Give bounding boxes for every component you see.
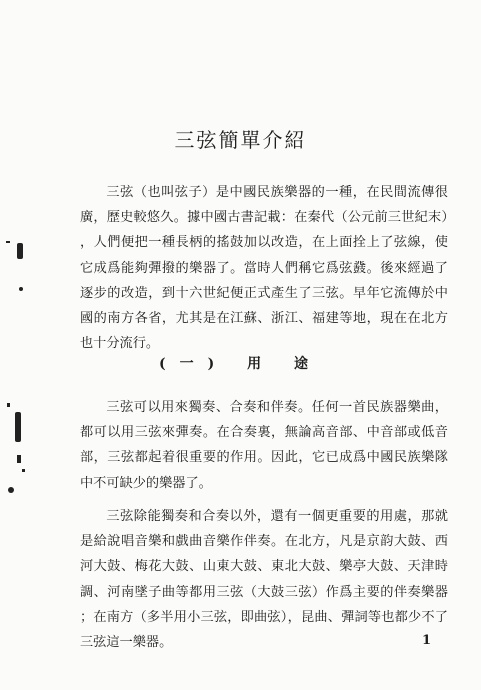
binding-hole-mark (19, 287, 23, 291)
binding-hole-mark (15, 412, 21, 442)
binding-hole-mark (17, 455, 21, 463)
page-title: 三弦簡單介紹 (174, 128, 307, 152)
intro-paragraph: 三弦（也叫弦子）是中國民族樂器的一種，在民間流傳很廣，歷史較悠久。據中國古書記載：在秦代（公元前三世紀末），人們便把一種長柄的搖鼓加以改造，在上面拴上了弦線，使它成爲能夠彈撥的樂器了。當時人們稱它爲弦鼗。後來經過了逐步的改造，到十六世紀便正式產生了三弦。早年它流傳於中國的南方各省，尤其是在江蘇、浙江、福建等地，現在在北方也十分流行。 (80, 185, 448, 352)
binding-hole-mark (17, 243, 23, 259)
binding-hole-mark (8, 487, 14, 493)
binding-hole-mark (6, 241, 10, 243)
uses-paragraph-2: 三弦除能獨奏和合奏以外，還有一個更重要的用處，那就是給說唱音樂和戲曲音樂作伴奏。在北方，凡是京韵大鼓、西河大鼓、梅花大鼓、山東大鼓、東北大鼓、樂亭大鼓、天津時調、河南墜子曲等都用三弦（大鼓三弦）作爲主要的伴奏樂器；在南方（多半用小三弦，即曲弦），昆曲、彈詞等也都少不了三弦這一樂器。 (80, 509, 448, 651)
uses-paragraph-1: 三弦可以用來獨奏、合奏和伴奏。任何一首民族器樂曲，都可以用三弦來彈奏。在合奏裏，無論高音部、中音部或低音部，三弦都起着很重要的作用。因此，它已成爲中國民族樂隊中不可缺少的樂器了。 (80, 400, 448, 491)
section-heading: (一) 用 途 (159, 356, 322, 372)
page-number: 1 (422, 633, 432, 648)
binding-hole-mark (22, 469, 25, 472)
binding-hole-mark (7, 403, 10, 407)
